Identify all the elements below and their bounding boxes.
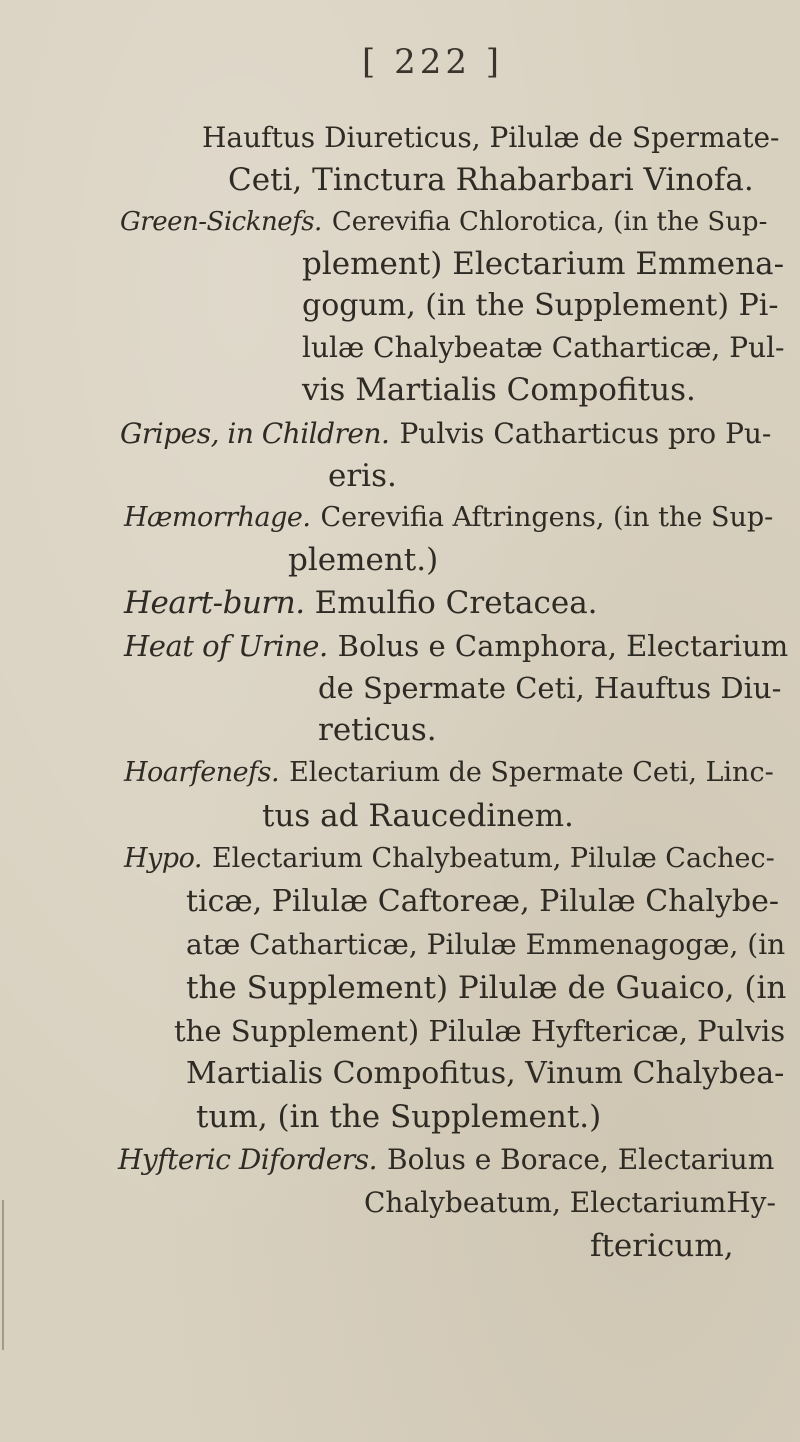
line-text: Cerevifia Chlorotica, (in the Sup- [331,207,768,237]
text-line [174,1011,785,1051]
text-line [328,456,397,496]
entry-heading: Hoarfenefs. [124,757,280,788]
line-text: Chalybeatum, ElectariumHy- [364,1186,776,1219]
page-edge-shadow [2,1200,4,1350]
line-text: tum, (in the Supplement.) [196,1099,602,1135]
line-text: ticæ, Pilulæ Caftoreæ, Pilulæ Chalybe- [186,884,779,919]
text-line [262,796,574,836]
text-line [302,370,696,410]
line-text: Hauftus Diureticus, Pilulæ de Spermate- [202,121,780,154]
text-line [318,710,437,750]
line-text: Pulvis Catharticus pro Pu- [399,417,772,450]
line-text: eris. [328,458,397,494]
entry-heading: Gripes, in Children. [120,417,390,450]
text-line [186,882,779,922]
line-text: atæ Catharticæ, Pilulæ Emmenagogæ, (in [186,928,786,961]
text-line [302,244,784,284]
line-text: Martialis Compofitus, Vinum Chalybea- [186,1056,785,1091]
line-text: reticus. [318,712,437,748]
text-line [288,540,438,580]
line-text: lulæ Chalybeatæ Catharticæ, Pul- [302,331,785,364]
line-text: Electarium de Spermate Ceti, Linc- [289,757,774,788]
text-line [364,1183,776,1223]
entry-heading: Heat of Urine. [124,629,328,663]
text-line [120,202,767,242]
line-text: ftericum, [590,1228,734,1264]
text-line [124,498,773,538]
text-line [124,753,774,793]
entry-heading: Heart-burn. [124,585,305,621]
line-text: Bolus e Camphora, Electarium [337,629,789,663]
line-text: de Spermate Ceti, Hauftus Diu- [318,671,782,705]
line-text: gogum, (in the Supplement) Pi- [302,288,779,323]
entry-heading: Green-Sicknefs. [120,207,322,237]
line-text: plement.) [288,542,439,578]
text-line [124,626,788,666]
text-line [186,925,785,965]
line-text: Bolus e Borace, Electarium [387,1143,775,1176]
text-line [228,160,754,200]
line-text: Electarium Chalybeatum, Pilulæ Cachec- [211,843,775,874]
text-line [302,286,779,326]
text-line [186,968,786,1008]
line-text: Emulfio Cretacea. [314,585,598,621]
entry-heading: Hypo. [124,843,202,874]
text-line [120,414,771,454]
entry-heading: Hyfteric Diforders. [118,1143,378,1176]
text-line [590,1226,734,1266]
text-line [186,1054,784,1094]
text-line [196,1097,601,1137]
text-line [202,118,780,158]
line-text: tus ad Raucedinem. [262,798,574,834]
text-line [124,839,775,879]
line-text: the Supplement) Pilulæ de Guaico, (in [186,970,787,1006]
text-line [302,328,785,368]
page-number: [ 222 ] [362,42,504,82]
line-text: Ceti, Tinctura Rhabarbari Vinofa. [228,162,754,198]
text-line [318,668,781,708]
entry-heading: Hæmorrhage. [124,502,311,533]
line-text: plement) Electarium Emmena- [302,246,785,282]
line-text: the Supplement) Pilulæ Hyftericæ, Pulvis [174,1014,786,1048]
text-line [124,583,598,623]
line-text: vis Martialis Compofitus. [302,372,696,408]
line-text: Cerevifia Aftringens, (in the Sup- [320,502,774,533]
text-line [118,1140,774,1180]
